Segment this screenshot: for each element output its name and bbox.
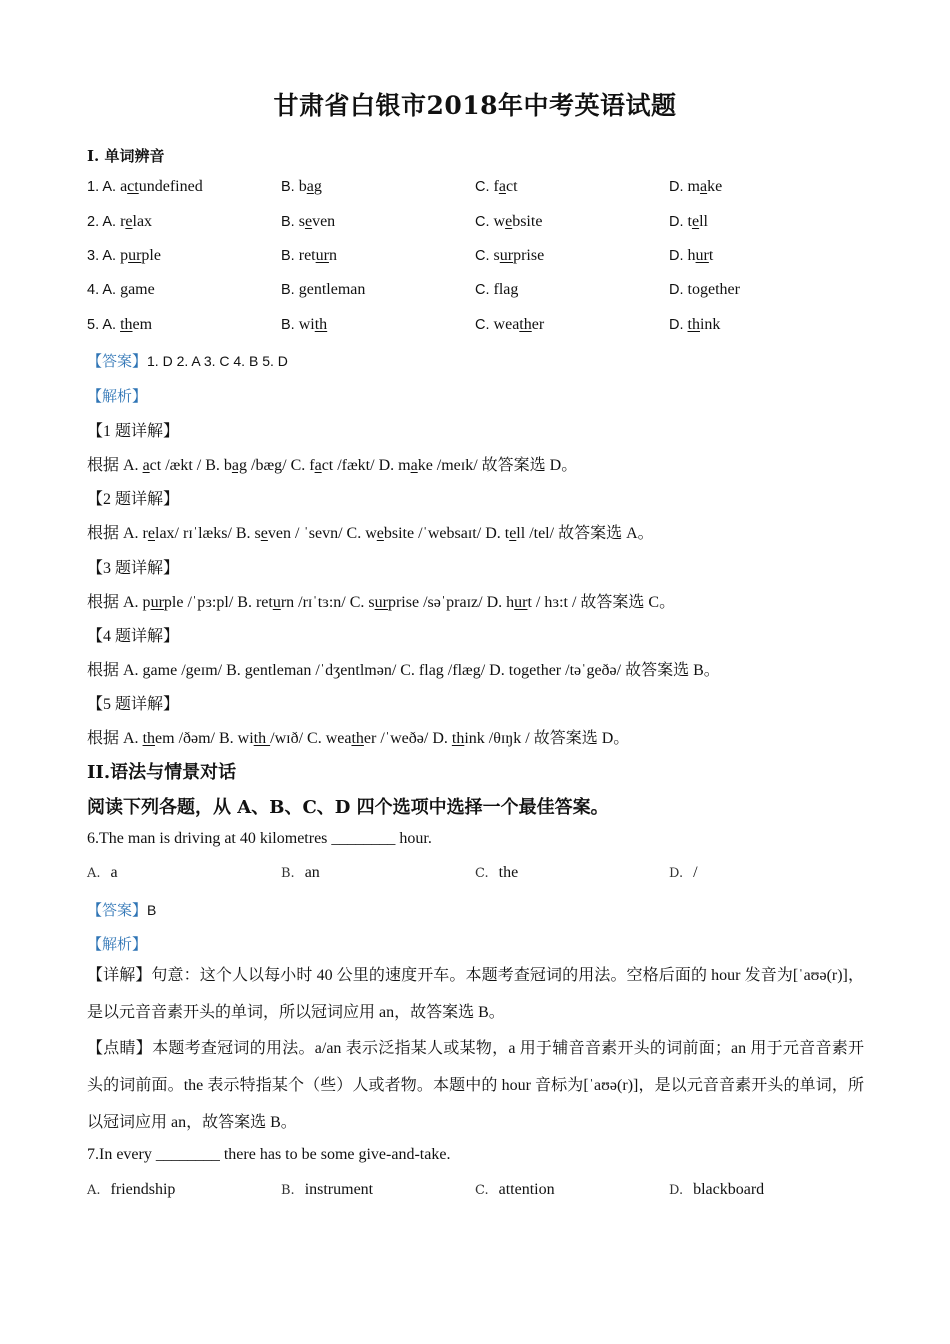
option-label: B.: [281, 282, 299, 298]
option-word: them: [120, 316, 153, 333]
question-7-options: [87, 1181, 887, 1203]
analysis-label: 【解析】: [87, 388, 148, 405]
option-word: fact: [493, 178, 518, 195]
q7-option-a: A. friendship: [87, 1181, 176, 1198]
option-label: 3. A.: [87, 248, 121, 264]
word-option: [87, 213, 152, 231]
word-option: [87, 316, 152, 334]
word-option: [475, 281, 518, 299]
q6-option-c: C. the: [475, 864, 519, 881]
word-option: [475, 316, 544, 334]
word-option: [87, 281, 155, 299]
option-word: think: [687, 316, 721, 333]
section2-instruction: 阅读下列各题，从 A、B、C、D 四个选项中选择一个最佳答案。: [87, 797, 609, 818]
option-label: D.: [669, 248, 688, 264]
document-title: 甘肃省白银市2018年中考英语试题: [273, 91, 677, 120]
q6-option-a: A. a: [87, 864, 118, 881]
option-label: 1. A.: [87, 179, 121, 195]
option-label: C.: [475, 248, 494, 264]
word-option: [87, 247, 161, 265]
option-word: actundefined: [120, 178, 203, 195]
word-option: [281, 213, 335, 231]
option-word: purple: [120, 247, 161, 264]
option-label: B.: [281, 317, 299, 333]
detail-head-1: 【1 题详解】: [87, 423, 180, 440]
detail-head-3: 【3 题详解】: [87, 560, 180, 577]
q6-option-d: D. /: [669, 864, 698, 881]
detail-head-5: 【5 题详解】: [87, 696, 180, 713]
option-word: hurt: [687, 247, 714, 264]
question-6-options: [87, 864, 887, 886]
option-word: return: [298, 247, 337, 264]
q6-option-b: B. an: [281, 864, 320, 881]
detail-body-4: 根据 A. game /geɪm/ B. gentleman /ˈdʒentlmən/ C. flag /flæg/ D. together /təˈgeðə/ 故答案选 B。: [87, 662, 720, 679]
q7-option-d: D. blackboard: [669, 1181, 765, 1198]
word-option: [281, 316, 327, 334]
option-word: make: [687, 178, 723, 195]
q6-answer: B: [147, 902, 157, 918]
option-word: game: [120, 281, 155, 298]
word-option: [475, 178, 518, 196]
option-word: gentleman: [298, 281, 366, 298]
option-word: weather: [493, 316, 545, 333]
q6-answer-line: [87, 899, 156, 920]
detail-body-3: 根据 A. purple /ˈpɜ:pl/ B. return /rɪˈtɜ:n/ C. surprise /səˈpraɪz/ D. hurt / hɜ:t / 故答案选 C。: [87, 594, 676, 611]
option-label: D.: [669, 179, 688, 195]
word-option: [669, 316, 720, 334]
question-row: [87, 316, 887, 338]
option-label: D.: [669, 282, 688, 298]
option-label: B.: [281, 248, 299, 264]
option-word: bag: [298, 178, 322, 195]
q6-answer-label: 【答案】: [87, 902, 148, 919]
question-row: [87, 213, 887, 235]
option-label: C.: [475, 282, 494, 298]
question-row: [87, 281, 887, 303]
question-row: [87, 178, 887, 200]
word-option: [281, 178, 322, 196]
option-word: with: [298, 316, 328, 333]
option-label: B.: [281, 214, 299, 230]
option-word: relax: [120, 213, 153, 230]
word-option: [669, 247, 713, 265]
option-word: flag: [493, 281, 519, 298]
word-option: [669, 281, 740, 299]
option-word: website: [493, 213, 543, 230]
section1-heading: I. 单词辨音: [87, 147, 165, 165]
option-word: together: [687, 281, 740, 298]
detail-head-4: 【4 题详解】: [87, 628, 180, 645]
word-option: [281, 247, 337, 265]
option-label: C.: [475, 179, 494, 195]
q6-tip: 【点睛】本题考查冠词的用法。a/an 表示泛指某人或某物，a 用于辅音音素开头的词前面；an 用于元音音素开头的词前面。the 表示特指某个（些）人或者物。本题中的 hour 音标为[ˈaʊə(r)]，是以元音音素开头的单词，所以冠词应用 an，故答案选 B。: [87, 1040, 864, 1131]
word-option: [281, 281, 365, 299]
answer-text: 1. D 2. A 3. C 4. B 5. D: [147, 353, 288, 369]
option-label: C.: [475, 317, 494, 333]
question-row: [87, 247, 887, 269]
option-label: D.: [669, 317, 688, 333]
q6-analysis-label: 【解析】: [87, 936, 148, 953]
question-6-stem: 6.The man is driving at 40 kilometres ________ hour.: [87, 830, 432, 847]
q7-option-b: B. instrument: [281, 1181, 374, 1198]
q6-detail: 【详解】句意：这个人以每小时 40 公里的速度开车。本题考查冠词的用法。空格后面的 hour 发音为[ˈaʊə(r)]，是以元音音素开头的单词，所以冠词应用 an，故答案选 B。: [87, 967, 864, 1021]
word-option: [669, 178, 722, 196]
detail-body-2: 根据 A. relax/ rɪˈlæks/ B. seven / ˈsevn/ C. website /ˈwebsaɪt/ D. tell /tel/ 故答案选 A。: [87, 525, 654, 542]
answer-label: 【答案】: [87, 353, 148, 370]
option-label: D.: [669, 214, 688, 230]
detail-head-2: 【2 题详解】: [87, 491, 180, 508]
option-word: surprise: [493, 247, 545, 264]
word-option: [475, 247, 544, 265]
option-label: 2. A.: [87, 214, 121, 230]
word-option: [475, 213, 542, 231]
word-option: [87, 178, 203, 196]
option-word: tell: [687, 213, 708, 230]
option-word: seven: [298, 213, 336, 230]
answer-line-1: [87, 350, 288, 371]
detail-body-1: 根据 A. act /ækt / B. bag /bæg/ C. fact /fækt/ D. make /meɪk/ 故答案选 D。: [87, 457, 578, 474]
option-label: 4. A.: [87, 282, 121, 298]
option-label: B.: [281, 179, 299, 195]
option-label: C.: [475, 214, 494, 230]
section2-heading: II.语法与情景对话: [87, 762, 237, 783]
q7-option-c: C. attention: [475, 1181, 555, 1198]
word-option: [669, 213, 708, 231]
option-label: 5. A.: [87, 317, 121, 333]
question-7-stem: 7.In every ________ there has to be some give-and-take.: [87, 1146, 451, 1163]
detail-body-5: 根据 A. them /ðəm/ B. with /wɪð/ C. weather /ˈweðə/ D. think /θɪŋk / 故答案选 D。: [87, 730, 630, 747]
